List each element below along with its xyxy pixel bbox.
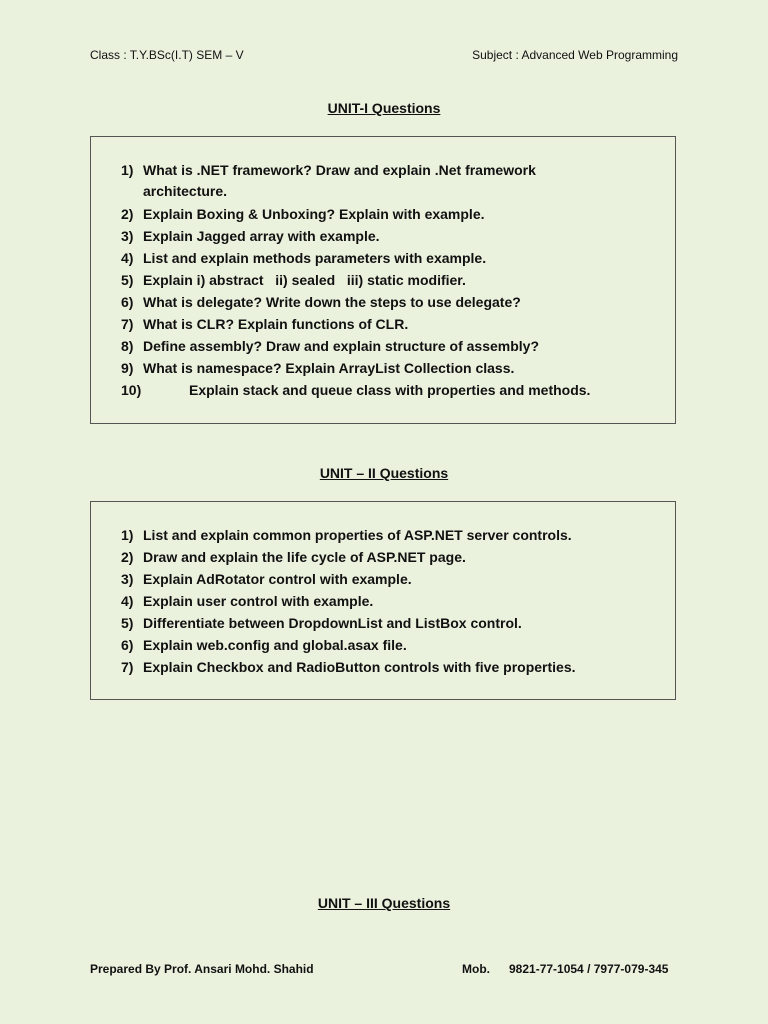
question-text: Differentiate between DropdownList and ListBox control.	[143, 615, 522, 631]
question-text: Explain web.config and global.asax file.	[143, 637, 407, 653]
question-number: 7)	[121, 659, 134, 675]
question-text: Explain Checkbox and RadioButton controls with five properties.	[143, 659, 576, 675]
question-text: What is namespace? Explain ArrayList Collection class.	[143, 360, 515, 376]
question-text: architecture.	[143, 183, 228, 199]
question-number: 9)	[121, 360, 134, 376]
question-text: What is delegate? Write down the steps to use delegate?	[143, 294, 521, 310]
unit-2-question-box	[90, 501, 676, 700]
class-label: Class : T.Y.BSc(I.T) SEM – V	[90, 48, 244, 62]
question-text: List and explain common properties of ASP.NET server controls.	[143, 527, 572, 543]
question-text: Explain Boxing & Unboxing? Explain with example.	[143, 206, 485, 222]
mobile-numbers: 9821-77-1054 / 7977-079-345	[509, 962, 669, 976]
question-number: 7)	[121, 316, 134, 332]
question-number: 10)	[121, 382, 142, 398]
unit-1-title: UNIT-I Questions	[327, 100, 441, 116]
question-text: Define assembly? Draw and explain structure of assembly?	[143, 338, 540, 354]
question-number: 3)	[121, 228, 134, 244]
question-number: 1)	[121, 162, 134, 178]
question-number: 4)	[121, 593, 134, 609]
question-number: 3)	[121, 571, 134, 587]
question-number: 2)	[121, 206, 134, 222]
subject-label: Subject : Advanced Web Programming	[472, 48, 678, 62]
question-number: 6)	[121, 294, 134, 310]
question-text: Explain stack and queue class with properties and methods.	[189, 382, 591, 398]
prepared-by: Prepared By Prof. Ansari Mohd. Shahid	[90, 962, 314, 976]
question-text: What is .NET framework? Draw and explain .Net framework	[143, 162, 536, 178]
question-number: 1)	[121, 527, 134, 543]
question-number: 5)	[121, 615, 134, 631]
question-text: Explain i) abstract ii) sealed iii) static modifier.	[143, 272, 466, 288]
question-number: 5)	[121, 272, 134, 288]
question-number: 4)	[121, 250, 134, 266]
question-text: Explain AdRotator control with example.	[143, 571, 412, 587]
unit-1-question-box	[90, 136, 676, 424]
question-text: List and explain methods parameters with example.	[143, 250, 487, 266]
question-number: 8)	[121, 338, 134, 354]
unit-3-title: UNIT – III Questions	[317, 895, 451, 911]
question-text: Draw and explain the life cycle of ASP.NET page.	[143, 549, 466, 565]
question-text: Explain user control with example.	[143, 593, 374, 609]
question-text: What is CLR? Explain functions of CLR.	[143, 316, 409, 332]
mobile-label: Mob.	[462, 962, 490, 976]
unit-2-title: UNIT – II Questions	[319, 465, 449, 481]
question-text: Explain Jagged array with example.	[143, 228, 380, 244]
question-number: 2)	[121, 549, 134, 565]
question-number: 6)	[121, 637, 134, 653]
